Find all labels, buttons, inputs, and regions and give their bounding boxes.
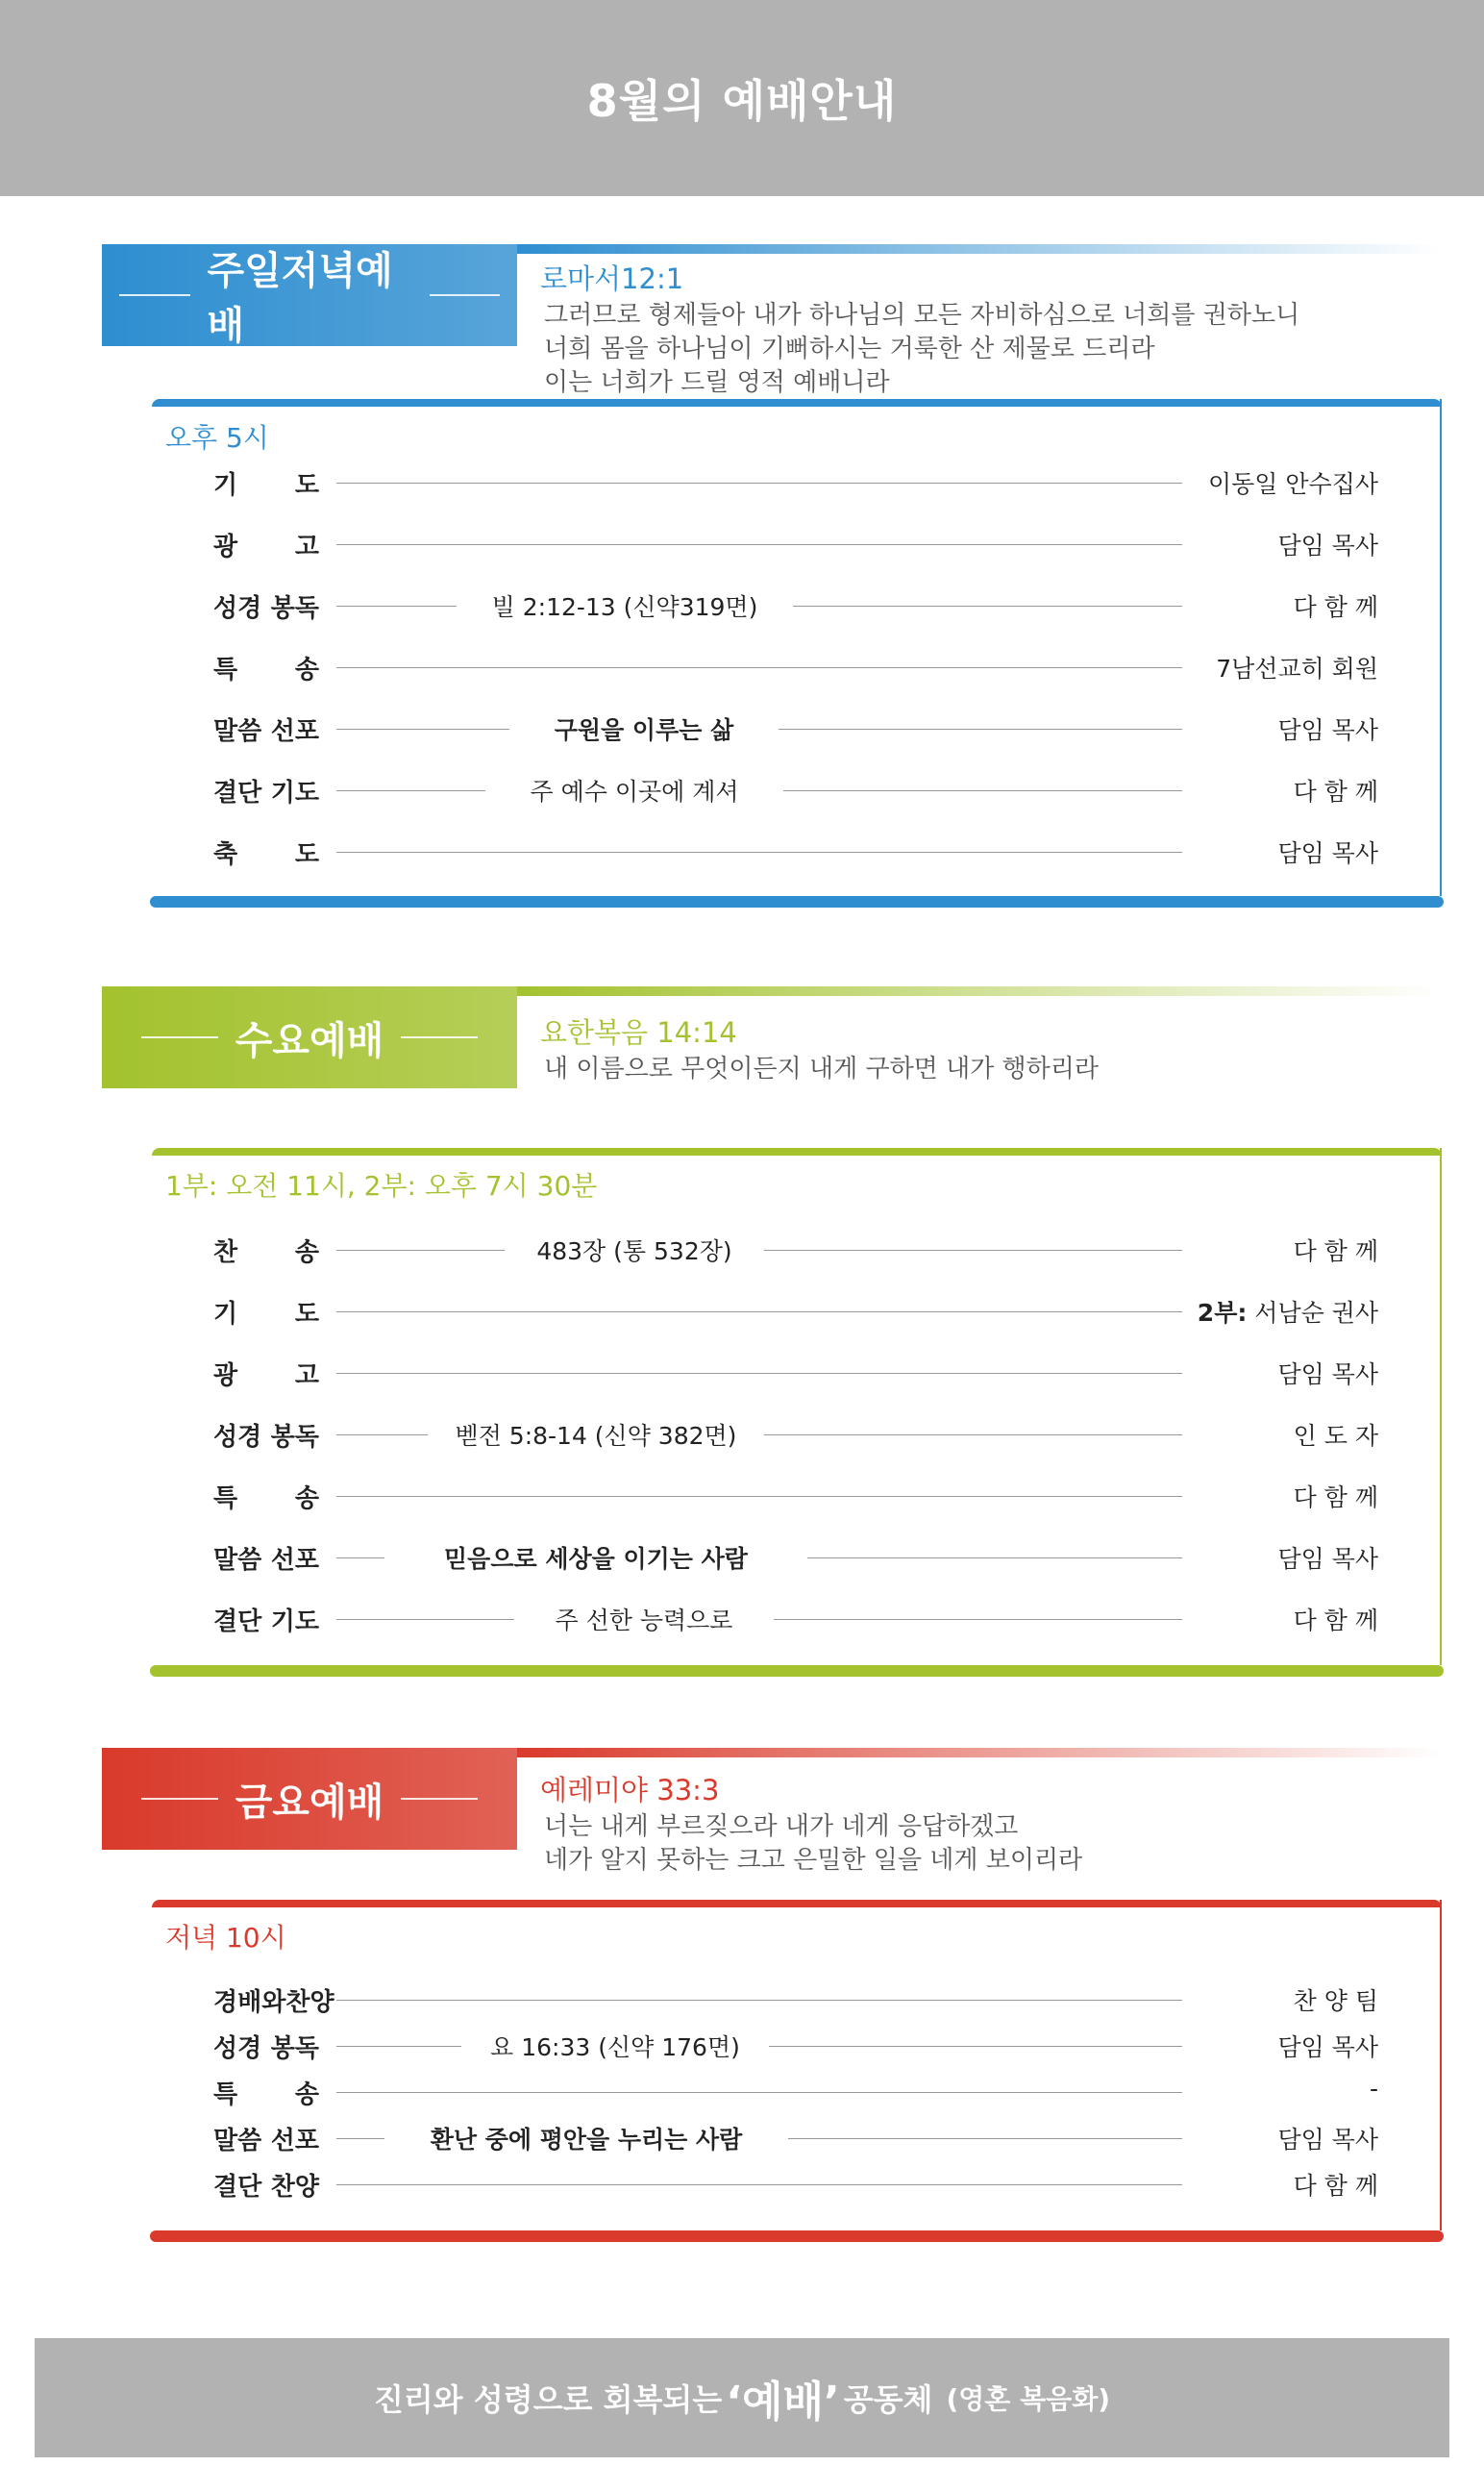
label-part: 결단 bbox=[213, 2173, 262, 2202]
verse-bar bbox=[517, 1748, 1442, 1757]
label-part: 송 bbox=[294, 1484, 319, 1513]
order-leader bbox=[1277, 834, 1378, 869]
verse-bar bbox=[517, 986, 1442, 996]
leader-line bbox=[336, 667, 1182, 668]
order-item-label bbox=[213, 465, 319, 501]
order-item-label bbox=[213, 1294, 319, 1330]
order-leader bbox=[1277, 2029, 1378, 2063]
order-item-label bbox=[213, 1982, 334, 2018]
order-item-label bbox=[213, 1417, 319, 1453]
order-item-label bbox=[213, 527, 319, 562]
order-row bbox=[213, 1356, 1378, 1390]
label-part: 선포 bbox=[270, 717, 319, 746]
order-leader bbox=[1277, 711, 1378, 746]
leader-name: 담임 목사 bbox=[1277, 2126, 1378, 2154]
scripture-reference: 로마서12:1 bbox=[540, 262, 684, 295]
label-part: 결단 bbox=[213, 779, 262, 808]
section-right-edge bbox=[1440, 1900, 1442, 2230]
label-part: 봉독 bbox=[270, 594, 319, 623]
order-item-label bbox=[213, 2167, 319, 2203]
leader-name: 다 함 께 bbox=[1293, 778, 1378, 806]
order-row bbox=[213, 1982, 1378, 2017]
leader-name: 7남선교히 회원 bbox=[1216, 655, 1378, 683]
leader-line bbox=[336, 1496, 1182, 1497]
order-content: 구원을 이루는 삶 bbox=[509, 711, 779, 746]
order-content: 믿음으로 세상을 이기는 사람 bbox=[384, 1540, 807, 1575]
order-row bbox=[213, 2167, 1378, 2202]
order-content: 주 선한 능력으로 bbox=[514, 1602, 774, 1636]
order-leader bbox=[1294, 588, 1378, 623]
order-item-label bbox=[213, 1602, 319, 1637]
section-right-edge bbox=[1440, 399, 1442, 896]
order-row bbox=[213, 1294, 1378, 1329]
order-leader bbox=[1277, 1540, 1378, 1575]
footer-banner bbox=[35, 2338, 1449, 2457]
service-time: 저녁 10시 bbox=[165, 1922, 286, 1954]
order-leader bbox=[1294, 1479, 1378, 1513]
order-item-label bbox=[213, 2075, 319, 2110]
label-part: 찬 bbox=[213, 1238, 238, 1267]
section-top-rule bbox=[152, 399, 1442, 407]
order-item-label bbox=[213, 1233, 319, 1268]
order-row bbox=[213, 773, 1378, 808]
order-row bbox=[213, 1540, 1378, 1575]
tag-rule bbox=[141, 1036, 218, 1038]
scripture-line: 너는 내게 부르짖으라 내가 네게 응답하겠고 bbox=[544, 1812, 1019, 1841]
scripture bbox=[540, 1769, 1082, 1878]
leader-line bbox=[336, 2184, 1182, 2185]
order-item-label bbox=[213, 650, 319, 685]
leader-name: 담임 목사 bbox=[1277, 1545, 1378, 1573]
footer-emphasis: ‘예배’ bbox=[726, 2378, 840, 2427]
label-part: 특 bbox=[213, 656, 238, 685]
leader-line bbox=[336, 1373, 1182, 1374]
leader-name: 다 함 께 bbox=[1293, 1607, 1378, 1634]
order-row bbox=[213, 2029, 1378, 2063]
order-row bbox=[213, 834, 1378, 869]
leader-name: 서남순 권사 bbox=[1247, 1299, 1378, 1327]
label-part: 기도 bbox=[270, 779, 319, 808]
order-content: 빌 2:12-13 (신약319면) bbox=[457, 588, 793, 623]
section-title: 주일저녁예배 bbox=[207, 249, 393, 348]
leader-name: 담임 목사 bbox=[1277, 1360, 1378, 1388]
order-row bbox=[213, 1602, 1378, 1636]
section-tag bbox=[102, 986, 517, 1088]
label-part: 봉독 bbox=[270, 1423, 319, 1452]
label-part: 성경 bbox=[213, 2034, 262, 2063]
order-leader bbox=[1294, 1982, 1378, 2017]
order-row bbox=[213, 2075, 1378, 2109]
order-leader bbox=[1208, 465, 1378, 500]
scripture-reference: 예레미야 33:3 bbox=[540, 1774, 720, 1806]
leader-name: - bbox=[1369, 2075, 1378, 2103]
footer-text: 진리와 성령으로 회복되는 bbox=[373, 2381, 723, 2418]
order-row bbox=[213, 711, 1378, 746]
scripture-line: 그러므로 형제들아 내가 하나님의 모든 자비하심으로 너희를 권하노니 bbox=[544, 301, 1300, 330]
footer-subtitle: (영혼 복음화) bbox=[946, 2383, 1111, 2415]
leader-line bbox=[336, 1311, 1182, 1312]
order-leader bbox=[1294, 2167, 1378, 2202]
label-part: 말씀 bbox=[213, 2127, 262, 2155]
section-title: 금요예배 bbox=[235, 1780, 384, 1825]
order-leader bbox=[1294, 1233, 1378, 1267]
order-item-label bbox=[213, 834, 319, 870]
order-item-label bbox=[213, 711, 319, 747]
section-bottom-bar bbox=[150, 2230, 1444, 2242]
section-right-edge bbox=[1440, 1148, 1442, 1665]
label-part: 송 bbox=[294, 1238, 319, 1267]
label-part: 광 bbox=[213, 533, 238, 561]
order-content: 환난 중에 평안을 누리는 사람 bbox=[384, 2121, 788, 2155]
label-part: 경배와찬양 bbox=[213, 1988, 334, 2017]
label-part: 성경 bbox=[213, 594, 262, 623]
label-part: 기도 bbox=[270, 1607, 319, 1636]
tag-rule bbox=[401, 1036, 478, 1038]
footer-text-2: 공동체 bbox=[843, 2381, 933, 2418]
leader-prefix: 2부: bbox=[1197, 1299, 1248, 1327]
order-item-label bbox=[213, 2121, 319, 2156]
order-leader bbox=[1277, 1356, 1378, 1390]
label-part: 기 bbox=[213, 1300, 238, 1329]
leader-name: 담임 목사 bbox=[1277, 839, 1378, 867]
service-time: 오후 5시 bbox=[165, 422, 269, 454]
label-part: 광 bbox=[213, 1361, 238, 1390]
leader-line bbox=[336, 2000, 1182, 2001]
leader-name: 인 도 자 bbox=[1293, 1422, 1378, 1450]
leader-line bbox=[336, 2092, 1182, 2093]
label-part: 찬양 bbox=[270, 2173, 319, 2202]
scripture-line: 내 이름으로 무엇이든지 내게 구하면 내가 행하리라 bbox=[544, 1055, 1100, 1084]
tag-rule bbox=[141, 1798, 218, 1800]
label-part: 결단 bbox=[213, 1607, 262, 1636]
scripture-reference: 요한복음 14:14 bbox=[540, 1016, 737, 1049]
section-top-rule bbox=[152, 1900, 1442, 1907]
scripture-line: 네가 알지 못하는 크고 은밀한 일을 네게 보이리라 bbox=[544, 1846, 1083, 1875]
scripture-line: 너희 몸을 하나님이 기뻐하시는 거룩한 산 제물로 드리라 bbox=[544, 335, 1155, 363]
verse-bar bbox=[517, 244, 1442, 254]
order-content: 483장 (통 532장) bbox=[505, 1233, 764, 1267]
tag-rule bbox=[401, 1798, 478, 1800]
order-leader bbox=[1277, 527, 1378, 561]
order-item-label bbox=[213, 1356, 319, 1391]
leader-line bbox=[336, 852, 1182, 853]
leader-name: 다 함 께 bbox=[1293, 2172, 1378, 2200]
leader-name: 다 함 께 bbox=[1293, 593, 1378, 621]
page-title: 8월의 예배안내 bbox=[586, 75, 898, 127]
order-leader bbox=[1277, 2121, 1378, 2155]
section-tag bbox=[102, 1748, 517, 1850]
label-part: 도 bbox=[294, 840, 319, 869]
scripture bbox=[540, 1011, 1099, 1086]
leader-name: 다 함 께 bbox=[1293, 1237, 1378, 1265]
order-content: 주 예수 이곳에 계셔 bbox=[485, 773, 783, 808]
label-part: 송 bbox=[294, 656, 319, 685]
scripture bbox=[540, 258, 1299, 400]
leader-name: 담임 목사 bbox=[1277, 716, 1378, 744]
order-item-label bbox=[213, 773, 319, 809]
section-bottom-bar bbox=[150, 1665, 1444, 1677]
label-part: 봉독 bbox=[270, 2034, 319, 2063]
tag-rule bbox=[119, 294, 190, 296]
order-row bbox=[213, 2121, 1378, 2155]
label-part: 도 bbox=[294, 471, 319, 500]
label-part: 특 bbox=[213, 2080, 238, 2109]
leader-line bbox=[336, 544, 1182, 545]
leader-name: 다 함 께 bbox=[1293, 1483, 1378, 1511]
section-top-rule bbox=[152, 1148, 1442, 1156]
scripture-line: 이는 너희가 드릴 영적 예배니라 bbox=[544, 368, 890, 397]
leader-line bbox=[336, 483, 1182, 484]
order-leader bbox=[1216, 650, 1378, 685]
section-tag bbox=[102, 244, 517, 346]
label-part: 고 bbox=[294, 1361, 319, 1390]
order-item-label bbox=[213, 588, 319, 624]
label-part: 선포 bbox=[270, 2127, 319, 2155]
leader-name: 찬 양 팀 bbox=[1293, 1987, 1378, 2015]
order-leader bbox=[1294, 1602, 1378, 1636]
leader-name: 담임 목사 bbox=[1277, 532, 1378, 560]
label-part: 선포 bbox=[270, 1546, 319, 1575]
page-header bbox=[0, 0, 1484, 196]
order-row bbox=[213, 1479, 1378, 1513]
order-row bbox=[213, 650, 1378, 685]
order-item-label bbox=[213, 1479, 319, 1514]
label-part: 축 bbox=[213, 840, 238, 869]
label-part: 특 bbox=[213, 1484, 238, 1513]
order-content: 벧전 5:8-14 (신약 382면) bbox=[428, 1417, 764, 1452]
leader-name: 이동일 안수집사 bbox=[1208, 470, 1378, 498]
label-part: 도 bbox=[294, 1300, 319, 1329]
order-row bbox=[213, 588, 1378, 623]
order-leader bbox=[1294, 773, 1378, 808]
section-title: 수요예배 bbox=[235, 1018, 384, 1063]
order-leader bbox=[1370, 2075, 1378, 2103]
service-time: 1부: 오전 11시, 2부: 오후 7시 30분 bbox=[165, 1170, 598, 1202]
order-row bbox=[213, 1417, 1378, 1452]
label-part: 말씀 bbox=[213, 717, 262, 746]
label-part: 말씀 bbox=[213, 1546, 262, 1575]
order-item-label bbox=[213, 2029, 319, 2064]
order-leader bbox=[1198, 1294, 1378, 1329]
section-bottom-bar bbox=[150, 896, 1444, 908]
order-item-label bbox=[213, 1540, 319, 1576]
label-part: 송 bbox=[294, 2080, 319, 2109]
label-part: 고 bbox=[294, 533, 319, 561]
label-part: 기 bbox=[213, 471, 238, 500]
order-content: 요 16:33 (신약 176면) bbox=[461, 2029, 769, 2063]
tag-rule bbox=[430, 294, 501, 296]
order-row bbox=[213, 1233, 1378, 1267]
order-leader bbox=[1294, 1417, 1378, 1452]
order-row bbox=[213, 527, 1378, 561]
leader-name: 담임 목사 bbox=[1277, 2033, 1378, 2061]
label-part: 성경 bbox=[213, 1423, 262, 1452]
order-row bbox=[213, 465, 1378, 500]
